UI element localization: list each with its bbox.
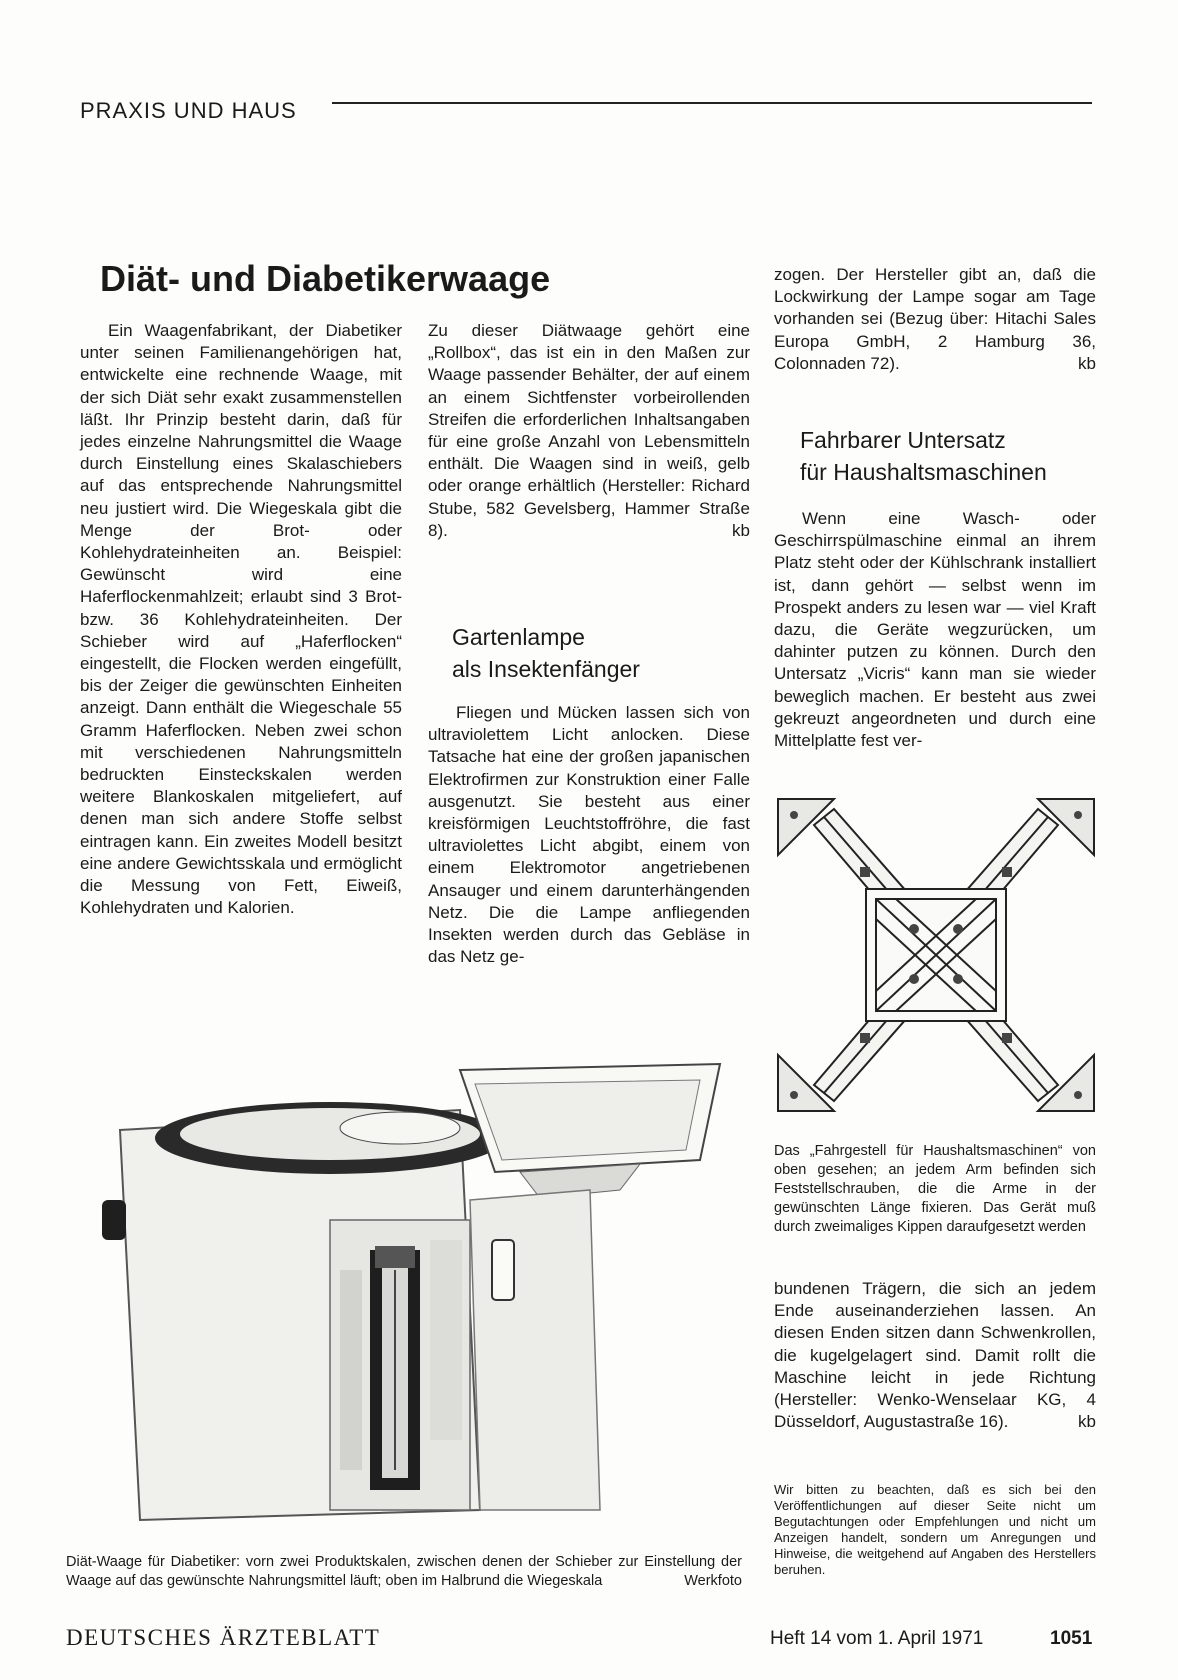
issue-info: Heft 14 vom 1. April 1971 bbox=[770, 1628, 984, 1649]
article-garden-lamp-column bbox=[428, 702, 750, 968]
journal-name: DEUTSCHES ÄRZTEBLATT bbox=[66, 1625, 381, 1650]
article-mobile-base-paragraph-2-text: bundenen Trägern, die sich an jedem Ende auseinanderziehen lassen. An diesen Enden sitzen dann Schwenkrollen, die kugelgelagert sind. Damit rollt die Maschine leicht in jede Richtung (Hersteller: Wenko-Wenselaar KG, 4 Düsseldorf, Augustastraße 16). bbox=[774, 1279, 1096, 1432]
section-label: PRAXIS UND HAUS bbox=[80, 98, 297, 123]
mobile-base-diagram bbox=[774, 795, 1098, 1115]
mobile-base-drawing bbox=[774, 795, 1098, 1115]
article-diet-scale-column-1 bbox=[80, 320, 402, 919]
article-mobile-base-paragraph-2 bbox=[774, 1278, 1096, 1433]
article-garden-lamp-continuation-paragraph bbox=[774, 264, 1096, 375]
diet-scale-illustration bbox=[100, 1050, 742, 1530]
article-mobile-base-column-1 bbox=[774, 508, 1096, 752]
article-diet-scale-column-2 bbox=[428, 320, 750, 542]
mobile-base-caption bbox=[774, 1142, 1096, 1237]
article-garden-lamp-continuation-text: zogen. Der Hersteller gibt an, daß die Lockwirkung der Lampe sogar am Tage vorhanden sei (Bezug über: Hitachi Sales Europa GmbH, 2 Hamburg 36, Colonnaden 72). bbox=[774, 265, 1096, 373]
article-mobile-base-column-2 bbox=[774, 1278, 1096, 1433]
article-title-garden-lamp-line-1: Gartenlampe bbox=[452, 624, 585, 650]
diet-scale-caption bbox=[66, 1553, 742, 1591]
article-mobile-base-paragraph-1: Wenn eine Wasch- oder Geschirrspülmaschine einmal an ihrem Platz steht oder der Kühlschrank installiert ist, dann gehört — selbst wenn im Prospekt anders zu lesen war — viel Kraft dazu, die Geräte wegzurücken, um dahinter putzen zu können. Durch den Untersatz „Vicris“ kann man sie wieder beweglich machen. Er besteht aus zwei gekreuzt angeordneten und durch eine Mittelplatte fest ver- bbox=[774, 509, 1096, 751]
article-diet-scale-paragraph-1: Ein Waagenfabrikant, der Diabetiker unter seinen Familienangehörigen hat, entwickelte eine rechnende Waage, mit der sich Diät sehr exakt zusammenstellen läßt. Ihr Prinzip besteht darin, daß für jedes einzelne Nahrungsmittel die Waage durch Einstellung eines Skalaschiebers auf das entsprechende Nahrungsmittel neu justiert wird. Die Wiegeskala gibt die Menge der Brot- oder Kohlehydrateinheiten an. Beispiel: Gewünscht wird eine Haferflockenmahlzeit; erlaubt sind 3 Brot- bzw. 36 Kohlehydrateinheiten. Der Schieber wird auf „Haferflocken“ eingestellt, die Flocken werden eingefüllt, bis der Zeiger die gewünschten Einheiten anzeigt. Dann enthält die Wiegeschale 55 Gramm Haferflocken. Neben zwei schon mit verschiedenen Nahrungsmitteln bedruckten Einsteckskalen werden weitere Blankoskalen mitgeliefert, auf denen man sich andere Stoffe selbst eintragen kann. Ein zweites Modell besitzt eine andere Gewichtsskala und ermöglicht die Messung von Fett, Eiweiß, Kohlehydraten und Kalorien. bbox=[80, 321, 402, 918]
article-title-mobile-base-line-1: Fahrbarer Untersatz bbox=[800, 427, 1006, 453]
article-title-garden-lamp-line-2: als Insektenfänger bbox=[452, 656, 640, 682]
article-diet-scale-paragraph-2-text: Zu dieser Diätwaage gehört eine „Rollbox“, das ist ein in den Maßen zur Waage passender Behälter, der auf einem an einem Sichtfenster vorbeirollenden Streifen die erforderlichen Inhaltsangaben für eine große Anzahl von Lebensmitteln enthält. Die Waagen sind in weiß, gelb oder orange erhältlich (Hersteller: Richard Stube, 582 Gevelsberg, Hammer Straße 8). bbox=[428, 321, 750, 540]
header-rule bbox=[332, 102, 1092, 104]
article-mobile-base-sign: kb bbox=[1078, 1412, 1096, 1432]
diet-scale-caption-text: Diät-Waage für Diabetiker: vorn zwei Produktskalen, zwischen denen der Schieber zur Einstellung der Waage auf das gewünschte Nahrungsmittel läuft; oben im Halbrund die Wiegeskala bbox=[66, 1554, 742, 1589]
article-garden-lamp-continuation bbox=[774, 264, 1096, 375]
article-title-mobile-base bbox=[800, 424, 1047, 488]
page-number: 1051 bbox=[1050, 1628, 1093, 1649]
article-title-mobile-base-line-2: für Haushaltsmaschinen bbox=[800, 459, 1047, 485]
article-title-diet-scale: Diät- und Diabetikerwaage bbox=[100, 258, 551, 299]
photo-credit: Werkfoto bbox=[684, 1573, 742, 1589]
article-title-garden-lamp bbox=[452, 621, 640, 685]
article-garden-lamp-paragraph: Fliegen und Mücken lassen sich von ultraviolettem Licht anlocken. Diese Tatsache hat eine der großen japanischen Elektrofirmen zur Konstruktion einer Falle ausgenutzt. Sie besteht aus einer kreisförmigen Leuchtstoffröhre, die fast ultraviolettes Licht abgibt, einem von einem Elektromotor angetriebenen Ansauger und einem darunterhängenden Netz. Die die Lampe anfliegenden Insekten werden durch das Gebläse in das Netz ge- bbox=[428, 703, 750, 967]
mobile-base-caption-text: Das „Fahrgestell für Haushaltsmaschinen“ von oben gesehen; an jedem Arm befinden sich Feststellschrauben, die die Arme in der gewünschten Länge fixieren. Das Gerät muß durch zweimaliges Kippen daraufgesetzt werden bbox=[774, 1143, 1096, 1235]
disclaimer-note: Wir bitten zu beachten, daß es sich bei den Veröffentlichungen auf dieser Seite nicht um Begutachtungen oder Empfehlungen und nicht um Anzeigen handelt, sondern um Anregungen und Hinweise, die weitgehend auf Angaben des Herstellers beruhen. bbox=[774, 1482, 1096, 1577]
article-diet-scale-paragraph-2 bbox=[428, 320, 750, 542]
article-diet-scale-sign: kb bbox=[732, 520, 750, 540]
article-garden-lamp-sign: kb bbox=[1078, 353, 1096, 373]
diet-scale-photo bbox=[100, 1050, 742, 1530]
